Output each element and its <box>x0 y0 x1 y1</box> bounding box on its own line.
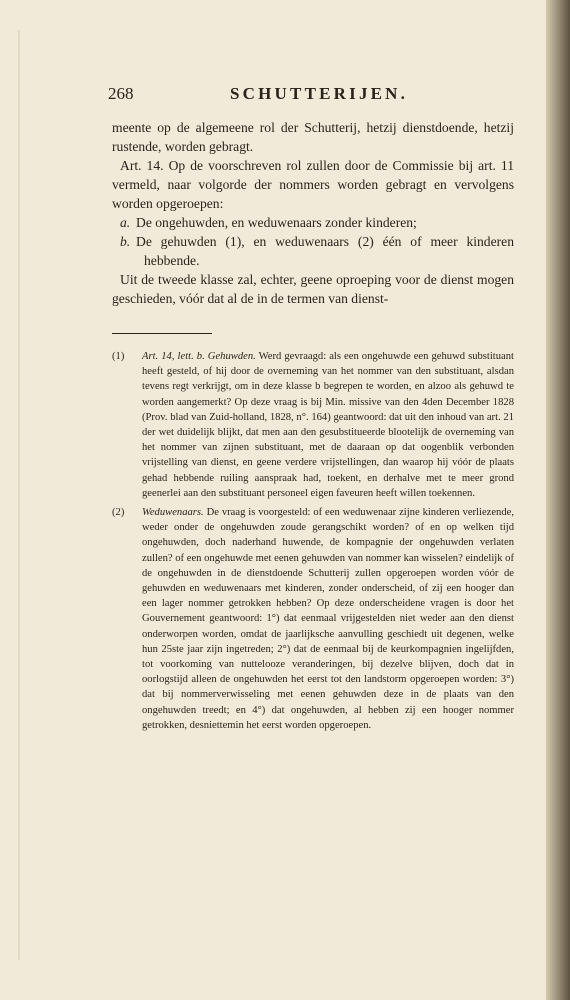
footnote-1-text: Werd gevraagd: als een ongehuwde een gehuwd substituant heeft gesteld, of hij door de overneming van het nommer van den substituant, alsdan tevens regt verkrijgt, om in deze klasse b begrepen te worden, en alzoo als gehuwd te worden aangemerkt? Op deze vraag is bij Min. missive van den 4den December 1828 (Prov. blad van Zuid-holland, 1828, n°. 164) geantwoord: dat uit den inhoud van art. 21 der wet duidelijk blijkt, dat men aan den gesubstitueerde blootelijk de overneming van het nommer van zijnen substituant, met de daaraan op dat oogenblik verbonden vrijstelling van dienst, en geene verdere vrijstellingen, dan waarop hij vóór de plaats gehad hebbende ruiling aanspraak had, toekent, en derhalve met te meer grond geenerlei aan den substituant personeel eigen faveuren heeft willen toekennen. <box>142 351 514 499</box>
second-class-paragraph: Uit de tweede klasse zal, echter, geene oproeping voor de dienst mogen geschieden, vóór dat al de in de termen van dienst- <box>112 272 514 306</box>
list-marker-a: a. <box>120 215 131 230</box>
paragraph-continuation: meente op de algemeene rol der Schutterij, hetzij dienstdoende, hetzij rustende, worden gebragt. <box>112 120 514 154</box>
page-header <box>108 84 512 106</box>
footnote-2 <box>112 505 514 733</box>
list-item-a <box>112 213 514 232</box>
main-text <box>112 118 514 308</box>
footnote-1-mark: (1) <box>112 351 125 362</box>
list-text-b: De gehuwden (1), en weduwenaars (2) één of meer kinderen hebbende. <box>136 234 514 268</box>
running-title: SCHUTTERIJEN. <box>230 84 409 103</box>
footnotes <box>112 349 514 737</box>
page-margin-line <box>18 30 20 960</box>
footnote-1-reference: Art. 14, lett. b. Gehuwden. <box>142 351 256 362</box>
list-item-b <box>112 232 514 270</box>
article-14-paragraph: Art. 14. Op de voorschreven rol zullen door de Commissie bij art. 11 vermeld, naar volgorde der nommers worden gebragt en vervolgens worden opgeroepen: <box>112 158 514 211</box>
list-text-a: De ongehuwden, en weduwenaars zonder kinderen; <box>136 215 417 230</box>
footnote-2-reference: Weduwenaars. <box>142 507 204 519</box>
footnote-2-text: De vraag is voorgesteld: of een weduwenaar zijne kinderen verliezende, weder onder de ongehuwden zoude gerangschikt worden? of en op welken tijd ongehuwden, doch naderhand huwende, de kompagnie der ongehuwden verlaten zullen? of een ongehuwde met eenen gehuwden van nommer kan wisselen? eindelijk of de ongehuwden in de dienstdoende Schutterij zullen opgeroepen worden vóór de gehuwden en weduwenaars met kinderen, zonder onderscheid, of zij een hooger dan een lager nommer getrokken hebben? Op deze onderscheidene vragen is door het Gouvernement geantwoord: 1°) dat eenmaal vrijgestelden niet weder aan den dienst onderworpen worden, omdat de jaarlijksche aanvulling geschiedt uit degenen, welke hun 25ste jaar zijn ingetreden; 2°) dat de eenmaal bij de keurkompagnien ingelijfden, tot voorkoming van nuttelooze veranderingen, bij dezelve blijven, doch dat in oorlogstijd alleen de ongehuwden het eerst tot den landstorm opgeroepen worden: 3°) dat bij nommerverwisseling met eenen gehuwden deze in de plaats van den ongehuwden treedt; en 4°) dat ongehuwden, al hebben zij een hooger nommer getrokken, desniettemin het eerst worden opgeroepen. <box>142 507 514 731</box>
footnote-divider <box>112 333 212 334</box>
footnote-1 <box>112 349 514 501</box>
footnote-2-mark: (2) <box>112 507 125 519</box>
page-number: 268 <box>108 84 134 103</box>
book-spine-edge <box>546 0 570 1000</box>
list-marker-b: b. <box>120 234 131 249</box>
